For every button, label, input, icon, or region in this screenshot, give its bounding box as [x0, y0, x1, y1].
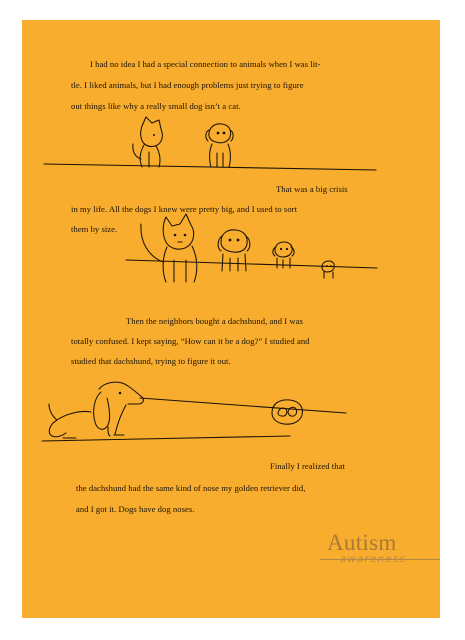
text-line: them by size.	[71, 224, 118, 234]
brand-word: Autism	[327, 530, 397, 555]
nose-drawing	[272, 400, 302, 424]
text-line: the dachshund had the same kind of nose my golden retriever did,	[76, 483, 306, 493]
cat-and-small-dog-drawing	[44, 117, 376, 170]
ground-line	[42, 436, 290, 441]
text-line: totally confused. I kept saying, “How can it be a dog?” I studied and	[71, 336, 310, 346]
cat-drawing	[133, 117, 163, 167]
text-line: Finally I realized that	[270, 461, 345, 471]
text-line: studied that dachshund, trying to figure it out.	[71, 356, 231, 366]
book-page	[22, 20, 440, 618]
dogs-sorted-by-size-drawing	[126, 214, 377, 282]
text-line: and I got it. Dogs have dog noses.	[76, 504, 195, 514]
big-dog-drawing	[141, 214, 197, 282]
small-dog-drawing	[273, 242, 294, 268]
text-line: in my life. All the dogs I knew were pretty big, and I used to sort	[71, 204, 298, 214]
nose-line	[140, 398, 346, 413]
medium-dog-drawing	[218, 230, 250, 271]
text-line: tle. I liked animals, but I had enough problems just trying to figure	[71, 80, 304, 90]
text-line: Then the neighbors bought a dachshund, and I was	[126, 316, 303, 326]
tiny-dog-drawing	[322, 261, 334, 278]
text-line: That was a big crisis	[276, 184, 348, 194]
dachshund-drawing	[49, 382, 143, 438]
text-line: I had no idea I had a special connection to animals when I was lit-	[90, 59, 321, 69]
brand-tagline: awareness	[340, 554, 407, 565]
dachshund-nose-drawing	[42, 382, 346, 441]
autism-awareness-logo	[320, 530, 440, 580]
illustrations	[22, 20, 440, 618]
small-dog-drawing	[206, 124, 233, 167]
text-line: out things like why a really small dog isn’t a cat.	[71, 101, 241, 111]
